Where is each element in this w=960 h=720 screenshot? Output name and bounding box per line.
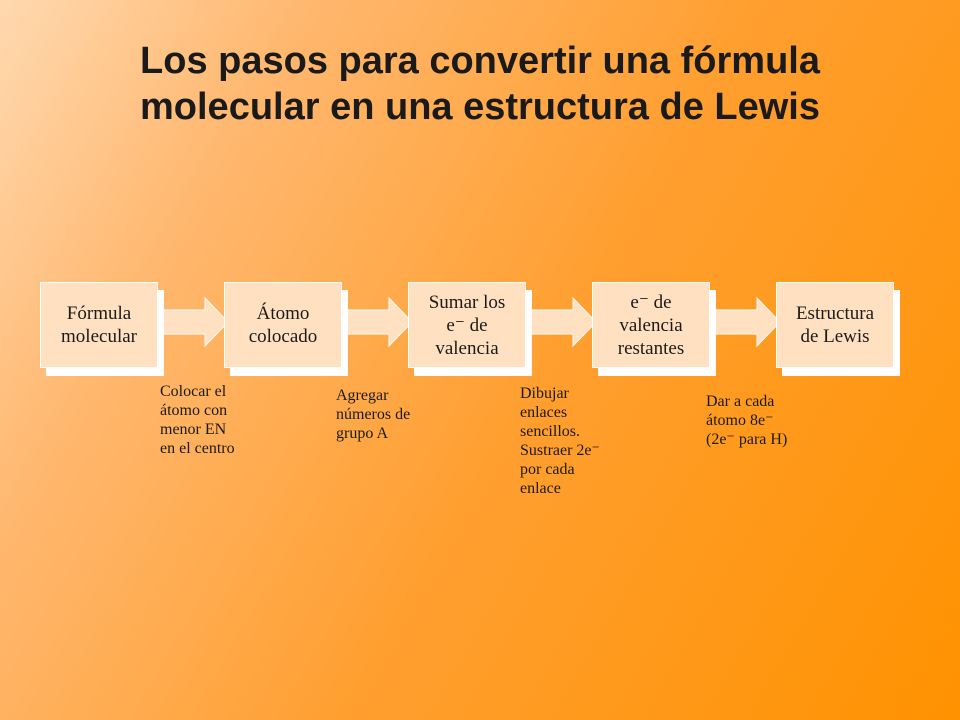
note-1-line-3: menor EN [160, 421, 227, 438]
note-dibujar-enlaces [520, 384, 600, 498]
note-4-line-1: Dar a cada [706, 393, 775, 410]
step-2-line-1: Átomo [256, 303, 310, 324]
note-1-line-4: en el centro [160, 440, 235, 457]
arrow-1 [160, 298, 228, 346]
note-colocar-atomo [160, 382, 235, 458]
note-2-line-1: Agregar [336, 387, 389, 404]
step-box-atomo-colocado [224, 282, 342, 368]
arrow-4 [712, 298, 780, 346]
arrow-2 [344, 298, 412, 346]
note-2-line-3: grupo A [336, 425, 388, 442]
note-agregar-numeros [336, 386, 410, 443]
note-3-line-6: enlace [520, 480, 561, 497]
step-4-line-1: e⁻ de [630, 291, 672, 313]
step-1-line-1: Fórmula [66, 303, 132, 324]
note-2-line-2: números de [336, 406, 411, 423]
note-4-line-3: (2e⁻ para H) [706, 431, 788, 448]
note-3-line-5: por cada [520, 461, 575, 478]
title-line-2: molecular en una estructura de Lewis [140, 86, 820, 128]
note-4-line-2: átomo 8e⁻ [706, 412, 774, 429]
step-4-line-3: restantes [617, 337, 685, 359]
note-dar-8e [706, 392, 787, 449]
step-2-line-2: colocado [248, 326, 318, 347]
note-1-line-1: Colocar el [160, 383, 227, 400]
step-box-formula-molecular [40, 282, 158, 368]
step-3-line-2: e⁻ de [446, 314, 488, 336]
step-box-sumar-valencia [408, 282, 526, 368]
title-line-1: Los pasos para convertir una fórmula [140, 40, 820, 82]
step-5-line-2: de Lewis [800, 326, 870, 347]
step-3-line-3: valencia [435, 337, 499, 359]
step-4-line-2: valencia [619, 314, 683, 336]
note-3-line-2: enlaces [520, 404, 568, 421]
note-3-line-3: sencillos. [520, 423, 580, 440]
arrow-3 [528, 298, 596, 346]
step-box-estructura-lewis [776, 282, 894, 368]
step-box-valencia-restantes [592, 282, 710, 368]
step-3-line-1: Sumar los [428, 291, 506, 313]
note-3-line-4: Sustraer 2e⁻ [520, 442, 600, 459]
step-1-line-2: molecular [61, 326, 137, 347]
note-1-line-2: átomo con [160, 402, 228, 419]
step-5-line-1: Estructura [795, 303, 875, 324]
note-3-line-1: Dibujar [520, 385, 569, 402]
